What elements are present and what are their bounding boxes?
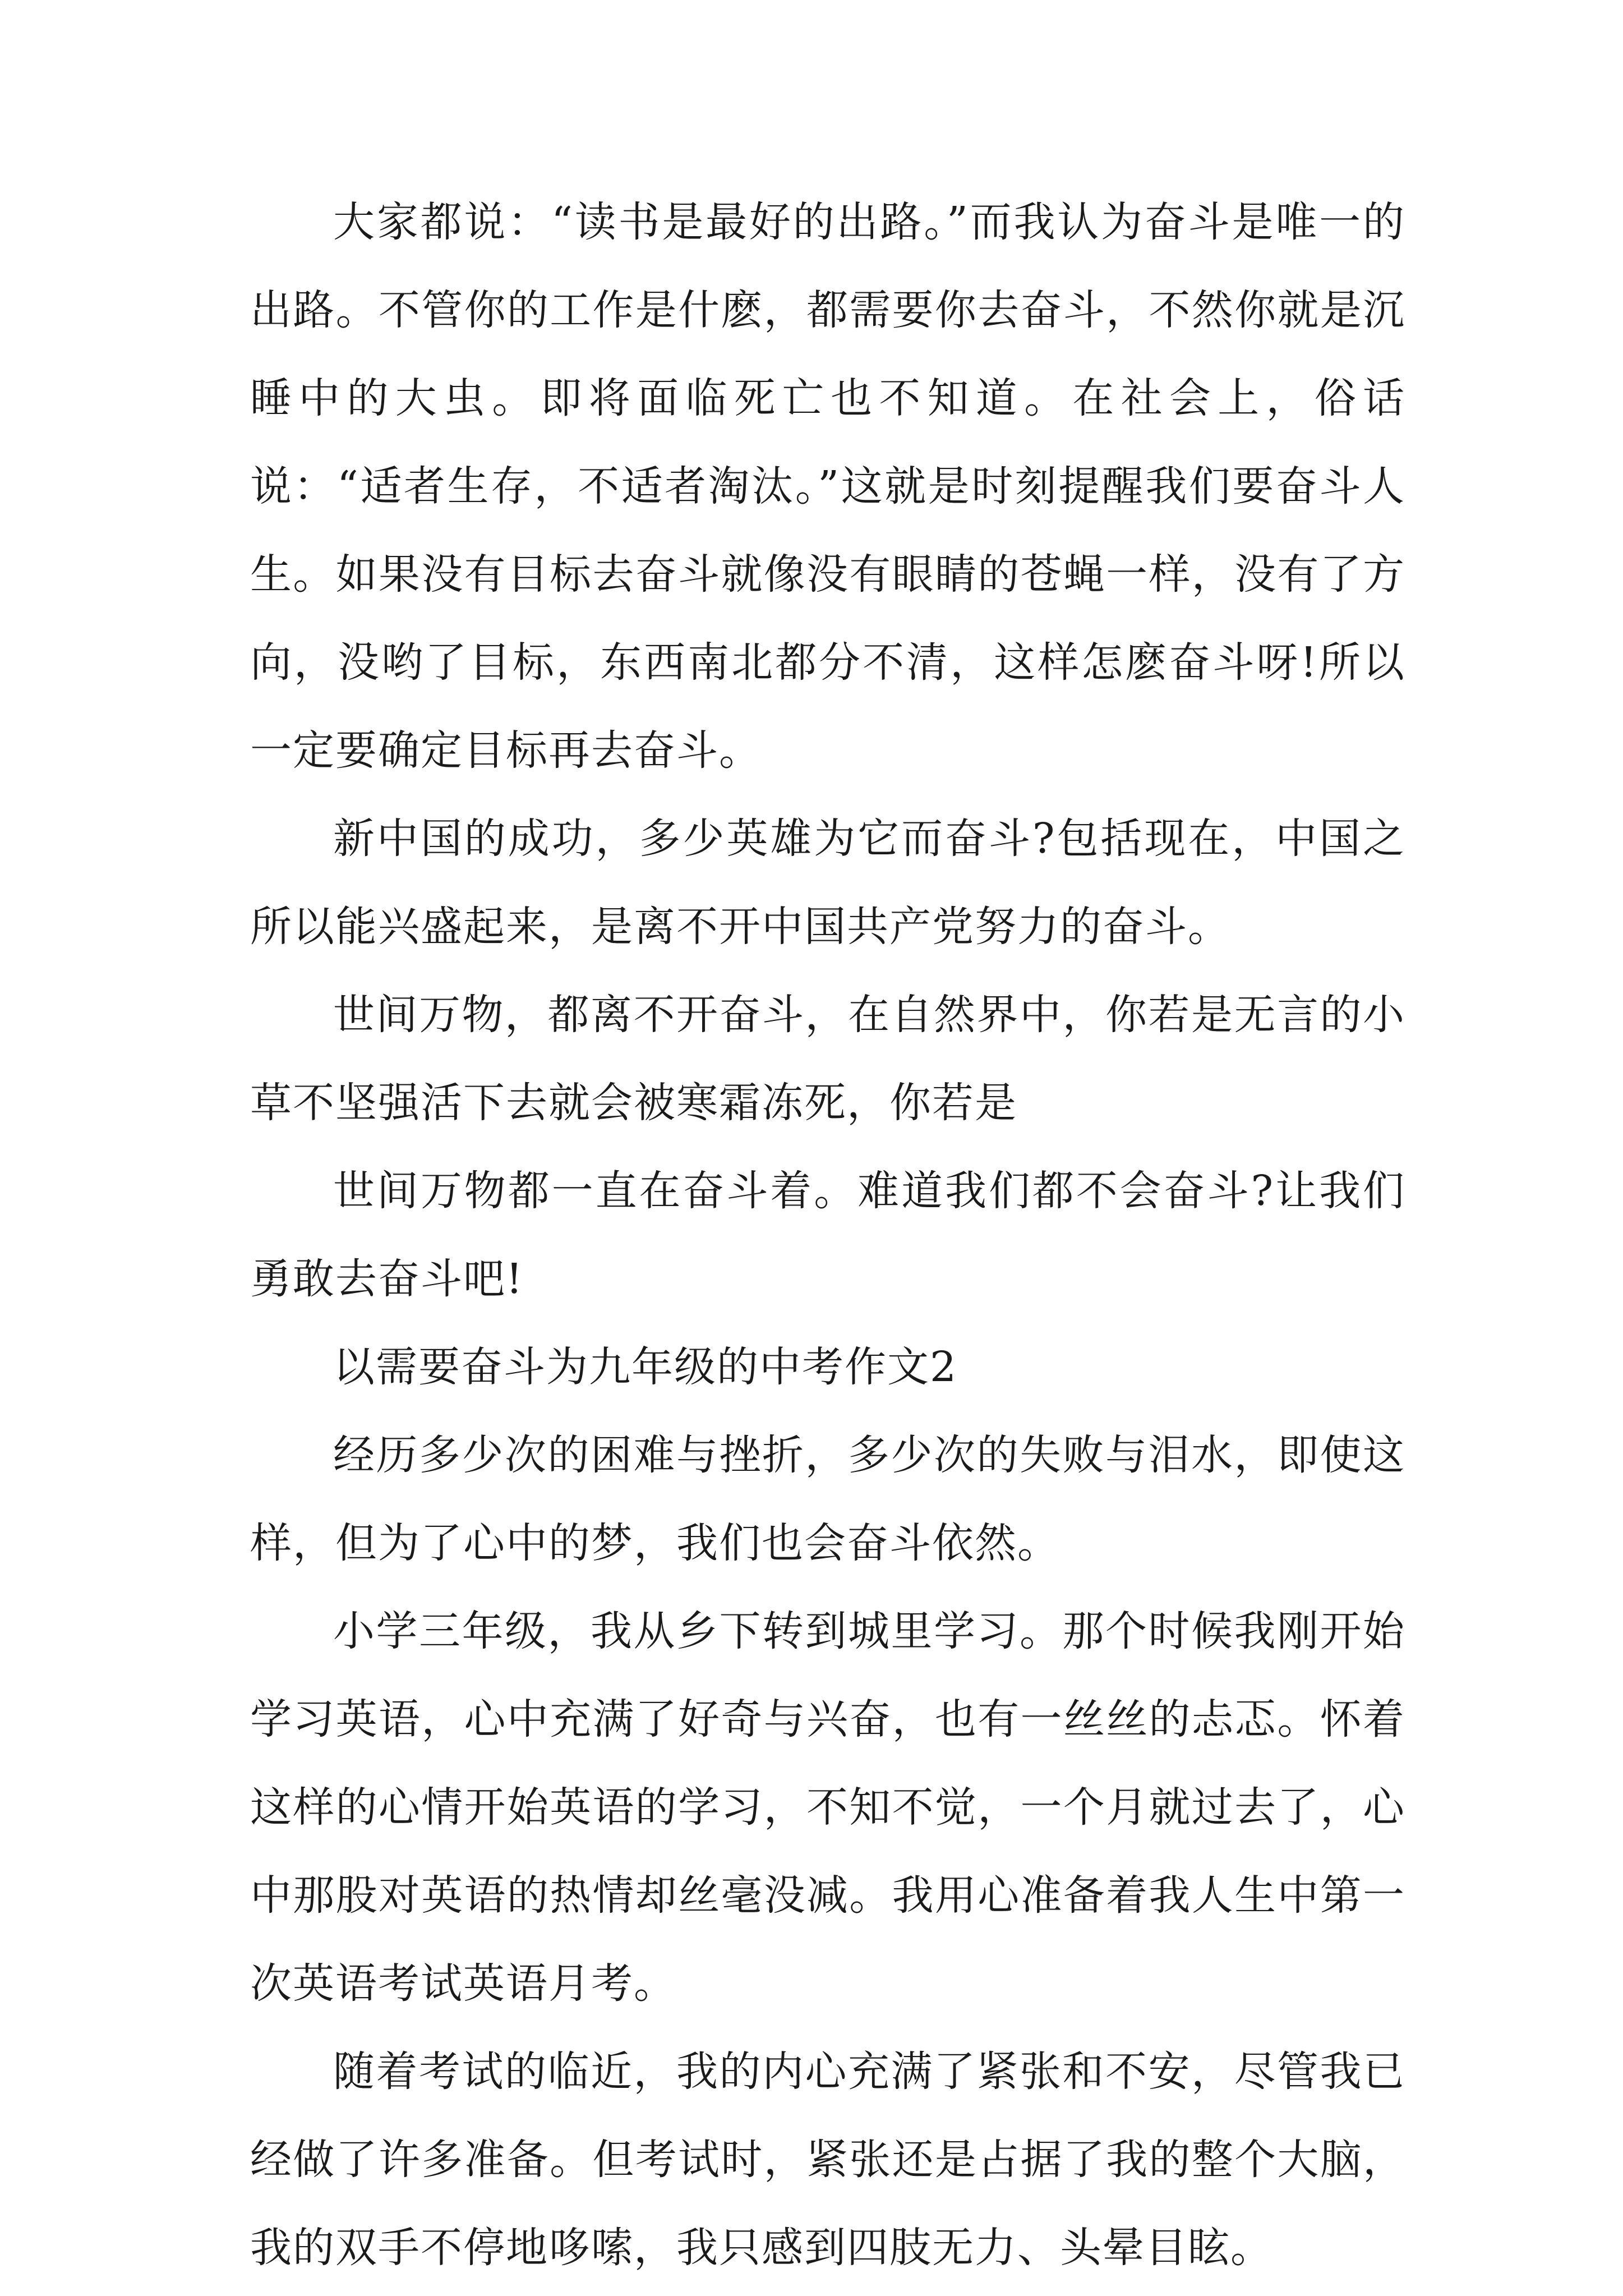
paragraph-7: 随着考试的临近，我的内心充满了紧张和不安，尽管我已经做了许多准备。但考试时，紧张还是占据了我的整个大脑，我的双手不停地哆嗦，我只感到四肢无力、头晕目眩。 — [250, 2047, 1405, 2272]
paragraph-3: 世间万物，都离不开奋斗，在自然界中，你若是无言的小草不坚强活下去就会被寒霜冻死，你若是 — [250, 991, 1405, 1127]
paragraph-2: 新中国的成功，多少英雄为它而奋斗?包括现在，中国之所以能兴盛起来，是离不开中国共产党努力的奋斗。 — [250, 815, 1405, 951]
paragraph-6: 小学三年级，我从乡下转到城里学习。那个时候我刚开始学习英语，心中充满了好奇与兴奋，也有一丝丝的忐忑。怀着这样的心情开始英语的学习，不知不觉，一个月就过去了，心中那股对英语的热情却丝毫没减。我用心准备着我人生中第一次英语考试英语月考。 — [250, 1607, 1405, 2008]
section-heading: 以需要奋斗为九年级的中考作文2 — [333, 1343, 958, 1391]
paragraph-4: 世间万物都一直在奋斗着。难道我们都不会奋斗?让我们勇敢去奋斗吧! — [250, 1167, 1405, 1303]
paragraph-5: 经历多少次的困难与挫折，多少次的失败与泪水，即使这样，但为了心中的梦，我们也会奋斗依然。 — [250, 1431, 1405, 1567]
document-body — [250, 178, 1405, 2292]
paragraph-1: 大家都说：“读书是最好的出路。”而我认为奋斗是唯一的出路。不管你的工作是什麽，都需要你去奋斗，不然你就是沉睡中的大虫。即将面临死亡也不知道。在社会上，俗话说：“适者生存，不适者淘汰。”这就是时刻提醒我们要奋斗人生。如果没有目标去奋斗就像没有眼睛的苍蝇一样，没有了方向，没哟了目标，东西南北都分不清，这样怎麽奋斗呀!所以一定要确定目标再去奋斗。 — [250, 198, 1405, 775]
